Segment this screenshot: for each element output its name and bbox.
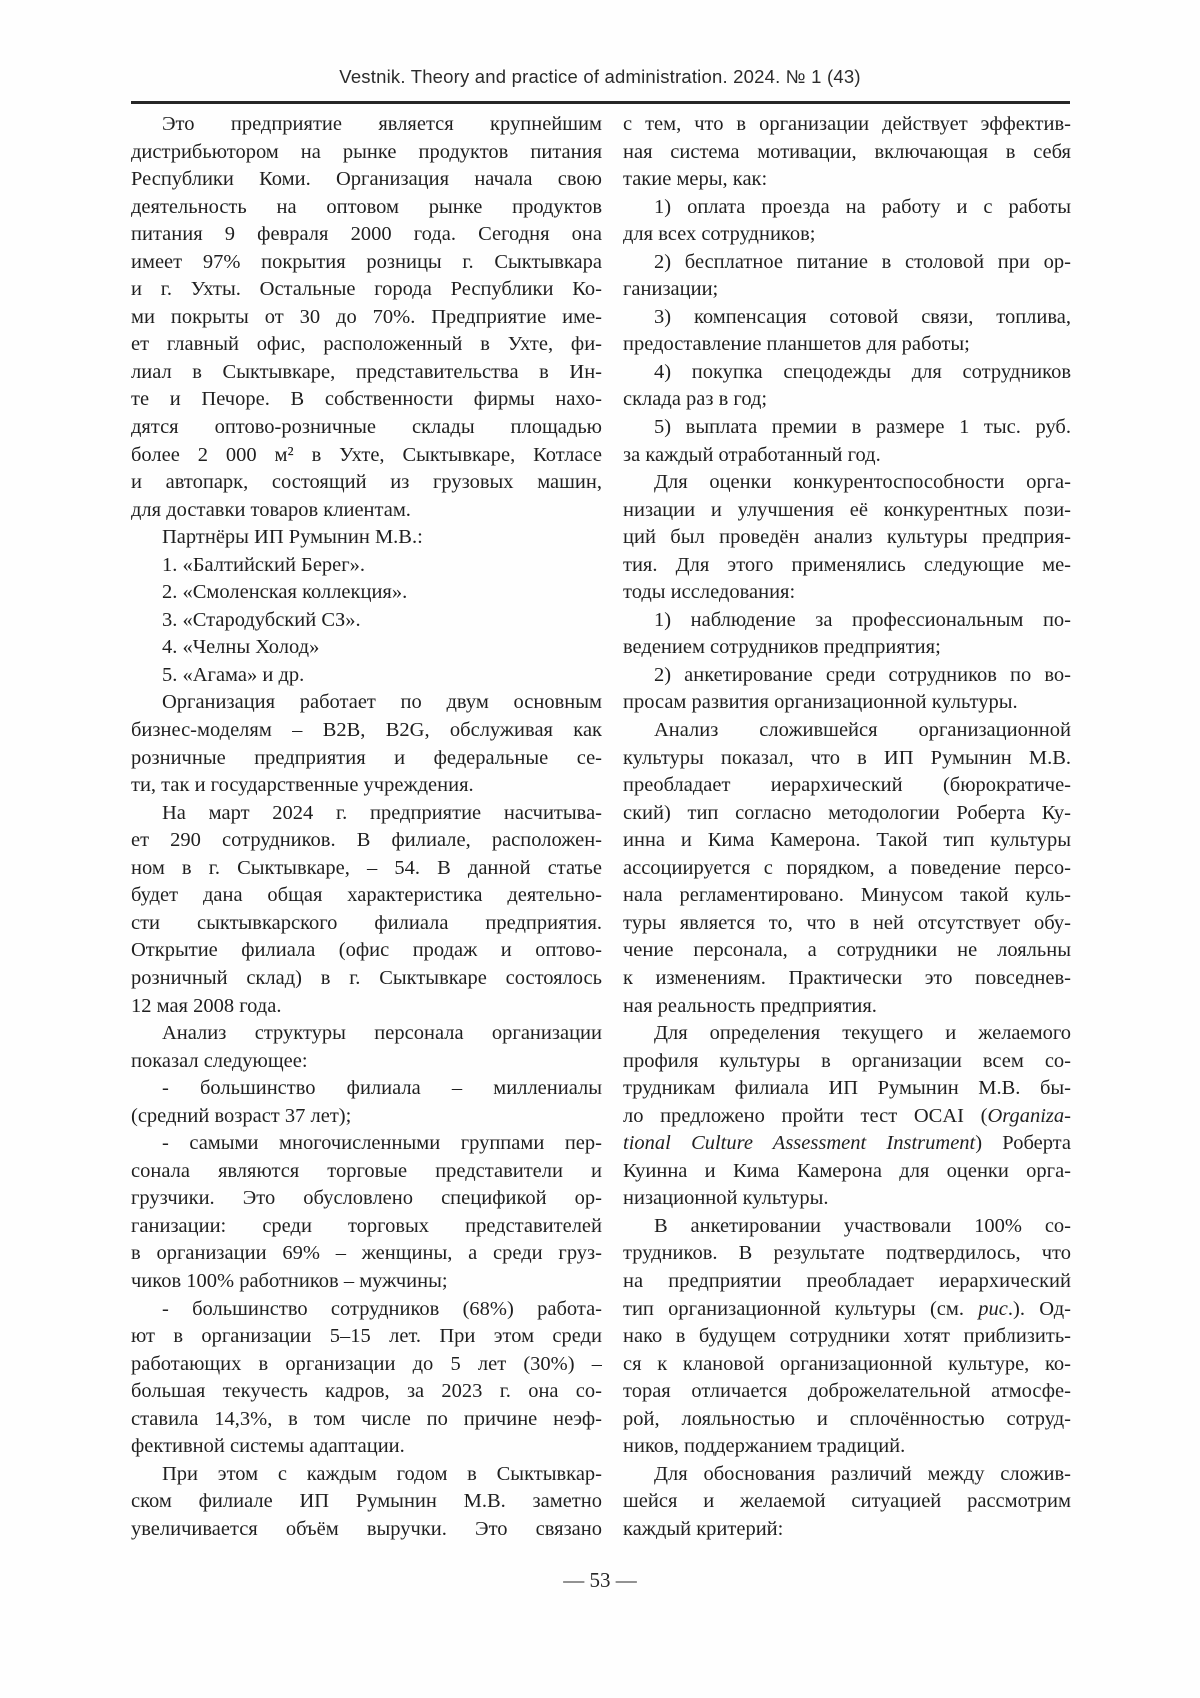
text-column-right [623,111,1071,1543]
text-line: чение персонала, а сотрудники не лояльны [623,939,1071,962]
text-line: 12 мая 2008 года. [131,994,282,1017]
text-line: ников, поддержанием традиций. [623,1435,906,1458]
text-line: В анкетировании участвовали 100% со- [654,1214,1071,1237]
text-line: ганизации: среди торговых представителей [131,1214,602,1237]
text-line: с тем, что в организации действует эффектив- [623,113,1071,135]
text-line: ставила 14,3%, в том числе по причине неэф- [131,1407,602,1430]
text-line: сти сыктывкарского филиала предприятия. [131,911,602,934]
text-line: работающих в организации до 5 лет (30%) – [131,1352,602,1375]
text-line: торая отличается доброжелательной атмосфе- [623,1380,1071,1403]
text-line: увеличивается объём выручки. Это связано [131,1517,602,1540]
text-line: 4. «Челны Холод» [162,636,320,659]
text-line: tional Culture Assessment Instrument) Роберта [623,1132,1071,1155]
text-line: Куинна и Кима Камерона для оценки орга- [623,1159,1071,1182]
text-line: Для оценки конкурентоспособности орга- [654,471,1071,494]
text-line: - самыми многочисленными группами пер- [162,1132,602,1155]
text-line: за каждый отработанный год. [623,443,881,466]
text-line: Анализ сложившейся организационной [654,719,1071,742]
text-line: - большинство сотрудников (68%) работа- [162,1297,602,1320]
text-line: 1. «Балтийский Берег». [162,553,366,576]
text-line: фективной системы адаптации. [131,1435,405,1458]
text-line: туры является то, что в ней отсутствует обу- [623,911,1071,934]
text-line: нала регламентировано. Минусом такой куль- [623,884,1071,907]
text-line: ганизации; [623,278,719,301]
text-line: такие меры, как: [623,168,768,191]
text-line: в организации 69% – женщины, а среди груз- [131,1242,602,1265]
text-line: ций был проведён анализ культуры предприя- [623,526,1071,549]
text-line: 2) бесплатное питание в столовой при ор- [654,250,1071,273]
text-line: 1) наблюдение за профессиональным по- [654,608,1071,631]
text-line: и автопарк, состоящий из грузовых машин, [131,471,602,494]
text-line: На март 2024 г. предприятие насчитыва- [162,801,602,824]
text-line: ная система мотивации, включающая в себя [623,140,1071,163]
text-line: те и Печоре. В собственности фирмы нахо- [131,388,602,411]
text-line: грузчики. Это обусловлено спецификой ор- [131,1187,602,1210]
article-body [131,111,1071,1543]
text-line: низационной культуры. [623,1187,829,1210]
text-line: 3. «Стародубский СЗ». [162,608,361,631]
text-line: ском филиале ИП Румынин М.В. заметно [131,1490,602,1513]
text-line: будет дана общая характеристика деятельно- [131,884,602,907]
text-line: рой, лояльностью и сплочённостью сотруд- [623,1407,1071,1430]
text-line: Анализ структуры персонала организации [162,1022,602,1045]
text-line: трудников. В результате подтвердилось, что [623,1242,1071,1265]
text-line: деятельность на оптовом рынке продуктов [131,195,602,218]
text-line: тоды исследования: [623,581,796,604]
text-line: дистрибьютором на рынке продуктов питания [131,140,602,163]
text-line: инна и Кима Камерона. Такой тип культуры [623,829,1071,852]
text-line: для всех сотрудников; [623,223,816,246]
text-line: (средний возраст 37 лет); [131,1104,352,1127]
text-line: дятся оптово-розничные склады площадью [131,416,602,439]
text-line: показал следующее: [131,1049,308,1072]
text-line: имеет 97% покрытия розницы г. Сыктывкара [131,250,602,273]
text-line: Это предприятие является крупнейшим [162,113,602,135]
text-line: - большинство филиала – миллениалы [162,1077,602,1100]
text-line: более 2 000 м² в Ухте, Сыктывкаре, Котласе [131,443,602,466]
text-line: ная реальность предприятия. [623,994,877,1017]
text-line: ет главный офис, расположенный в Ухте, фи- [131,333,602,356]
text-line: тия. Для этого применялись следующие ме- [623,553,1071,576]
text-line: ский) тип согласно методологии Роберта Ку- [623,801,1071,824]
text-column-left [131,111,602,1543]
text-line: лиал в Сыктывкаре, представительства в Ин- [131,360,602,383]
text-line: 2. «Смоленская коллекция». [162,581,408,604]
text-line: ет 290 сотрудников. В филиале, расположен- [131,829,602,852]
text-line: предоставление планшетов для работы; [623,333,970,356]
text-line: трудникам филиала ИП Румынин М.В. бы- [623,1077,1071,1100]
text-line: шейся и желаемой ситуацией рассмотрим [623,1490,1071,1513]
text-line: Республики Коми. Организация начала свою [131,168,602,191]
text-line: нако в будущем сотрудники хотят приблизить- [623,1325,1071,1348]
text-line: Партнёры ИП Румынин М.В.: [162,526,423,549]
text-line: При этом с каждым годом в Сыктывкар- [162,1462,602,1485]
text-line: сонала являются торговые представители и [131,1159,602,1182]
text-line: на предприятии преобладает иерархический [623,1269,1071,1292]
text-line: ют в организации 5–15 лет. При этом среди [131,1325,602,1348]
text-line: преобладает иерархический (бюрократиче- [623,774,1071,797]
text-line: чиков 100% работников – мужчины; [131,1269,448,1292]
text-line: тип организационной культуры (см. рис.). Од- [623,1297,1071,1320]
text-line: и г. Ухты. Остальные города Республики Ко- [131,278,602,301]
journal-running-head: Vestnik. Theory and practice of administration. 2024. № 1 (43) [339,66,861,87]
text-line: бизнес-моделям – B2B, B2G, обслуживая как [131,719,602,742]
text-line: 1) оплата проезда на работу и с работы [654,195,1071,218]
text-line: ном в г. Сыктывкаре, – 54. В данной статье [131,856,602,879]
text-line: склада раз в год; [623,388,768,411]
text-line: 4) покупка спецодежды для сотрудников [654,360,1071,383]
text-line: 3) компенсация сотовой связи, топлива, [654,305,1071,328]
text-line: Для обоснования различий между сложив- [654,1462,1071,1485]
text-line: ло предложено пройти тест OCAI (Organiza- [623,1104,1071,1127]
text-line: 5. «Агама» и др. [162,663,305,686]
text-line: низации и улучшения её конкурентных пози- [623,498,1071,521]
text-line: просам развития организационной культуры. [623,691,1018,714]
text-line: ведением сотрудников предприятия; [623,636,941,659]
text-line: к изменениям. Практически это повседнев- [623,966,1071,989]
text-line: для доставки товаров клиентам. [131,498,411,521]
text-line: ассоциируется с порядком, а поведение персо- [623,856,1071,879]
text-line: питания 9 февраля 2000 года. Сегодня она [131,223,602,246]
text-line: Открытие филиала (офис продаж и оптово- [131,939,602,962]
text-line: Организация работает по двум основным [162,691,602,714]
text-line: профиля культуры в организации всем со- [623,1049,1071,1072]
text-line: Для определения текущего и желаемого [654,1022,1071,1045]
text-line: каждый критерий: [623,1517,784,1540]
text-line: ти, так и государственные учреждения. [131,774,474,797]
page-number: — 53 — [563,1568,637,1592]
text-line: 2) анкетирование среди сотрудников по во- [654,663,1071,686]
text-line: большая текучесть кадров, за 2023 г. она со- [131,1380,602,1403]
text-line: культуры показал, что в ИП Румынин М.В. [623,746,1071,769]
text-line: розничные предприятия и федеральные се- [131,746,602,769]
text-line: розничный склад) в г. Сыктывкаре состоялось [131,966,602,989]
text-line: ми покрыты от 30 до 70%. Предприятие име- [131,305,602,328]
text-line: 5) выплата премии в размере 1 тыс. руб. [654,416,1071,439]
text-line: ся к клановой организационной культуре, ко- [623,1352,1071,1375]
header-rule [131,101,1070,104]
